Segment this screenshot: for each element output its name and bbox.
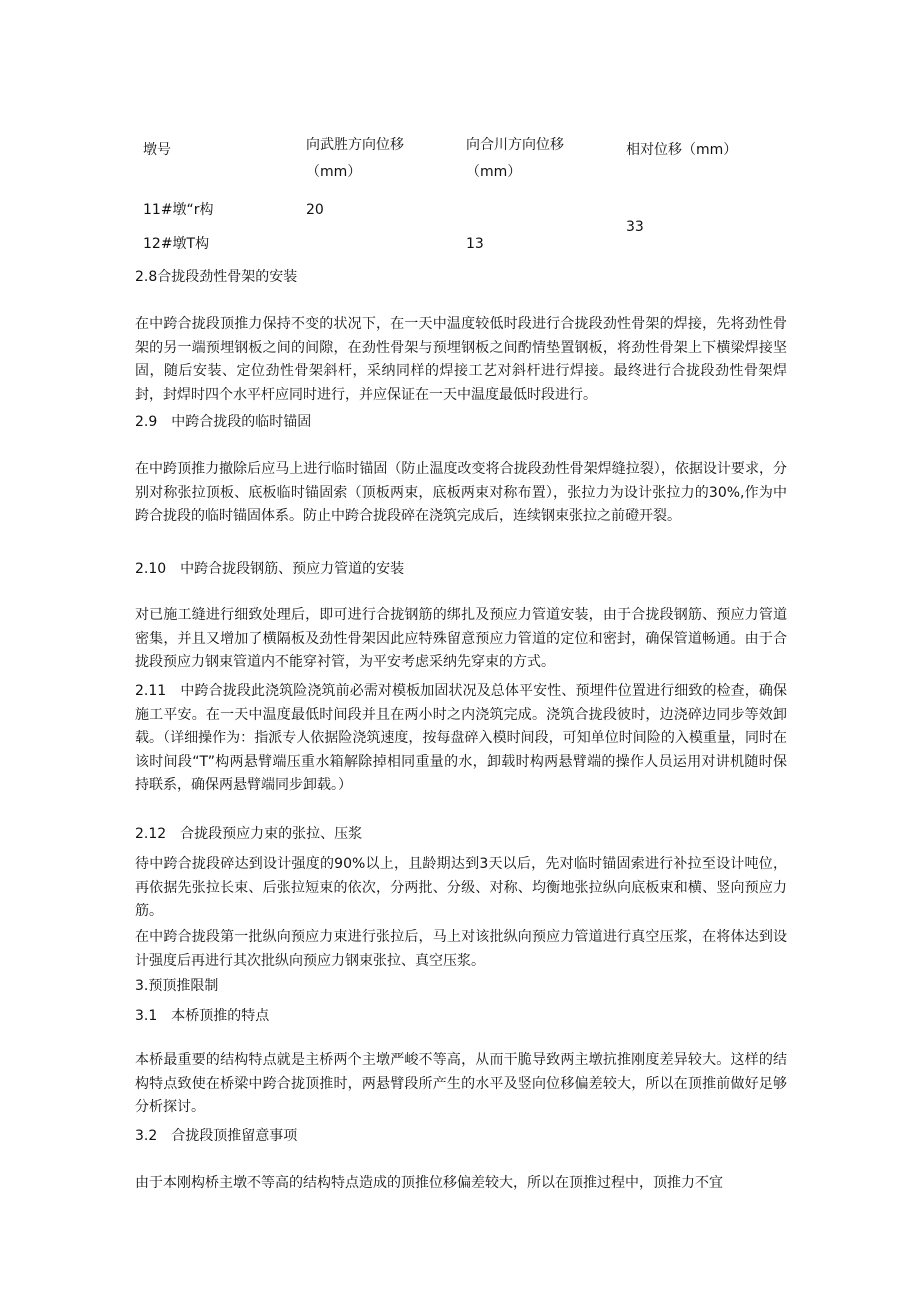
section-body-2-8: 在中跨合拢段顶推力保持不变的状况下，在一天中温度较低时段进行合拢段劲性骨架的焊接，先将劲性骨架的另一端预埋钢板之间的间隙，在劲性骨架与预埋钢板之间酌情垫置钢板，将劲性骨架上下横梁焊接坚固，随后安装、定位劲性骨架斜杆，采纳同样的焊接工艺对斜杆进行焊接。最终进行合拢段劲性骨架焊封，封焊时四个水平杆应同时进行，并应保证在一天中温度最低时段进行。 [135,316,787,403]
header-hechuan: 向合川方向位移 [466,137,564,153]
section-heading-2-9: 2.9 中跨合拢段的临时锚固 [135,414,312,430]
header-wusheng: 向武胜方向位移 [306,137,404,153]
section-heading-2-10: 2.10 中跨合拢段钢筋、预应力管道的安装 [135,561,405,577]
section-body-2-9: 在中跨顶推力撤除后应马上进行临时锚固（防止温度改变将合拢段劲性骨架焊缝拉裂），依据设计要求，分别对称张拉顶板、底板临时锚固索（顶板两束，底板两束对称布置），张拉力为设计张拉力的30%,作为中跨合拢段的临时锚固体系。防止中跨合拢段碎在浇筑完成后，连续钢束张拉之前磴开裂。 [135,461,787,524]
table-row-pier: 12#墩T构 [143,236,210,252]
section-body-2-11: 2.11 中跨合拢段此浇筑险浇筑前必需对模板加固状况及总体平安性、预埋件位置进行细致的检查，确保施工平安。在一天中温度最低时间段并且在两小时之内浇筑完成。浇筑合拢段彼时，边浇碎边同步等效卸载。（详细操作为：指派专人依据险浇筑速度，按每盘碎入模时间段，可知单位时间险的入模重量，同时在该时间段“T”构两悬臂端压重水箱解除掉相同重量的水，卸载时构两悬臂端的操作人员运用对讲机随时保持联系，确保两悬臂端同步卸载。） [135,683,787,793]
section-body-3-2: 由于本刚构桥主墩不等高的结构特点造成的顶推位移偏差较大，所以在顶推过程中，顶推力不宜 [135,1175,723,1191]
header-wusheng-unit: （mm） [306,164,362,180]
table-row-pier: 11#墩“r构 [143,202,214,218]
section-heading-3-1: 3.1 本桥顶推的特点 [135,1008,270,1024]
table-cell-hechuan: 13 [466,236,484,252]
section-body-2-12-a: 待中跨合拢段碎达到设计强度的90%以上，且龄期达到3天以后，先对临时锚固索进行补拉至设计吨位，再依据先张拉长束、后张拉短束的依次，分两批、分级、对称、均衡地张拉纵向底板束和横、竖向预应力筋。 [135,856,787,919]
section-body-2-10: 对已施工缝进行细致处理后，即可进行合拢钢筋的绑扎及预应力管道安装，由于合拢段钢筋、预应力管道密集，并且又增加了横隔板及劲性骨架因此应特殊留意预应力管道的定位和密封，确保管道畅通。由于合拢段预应力钢束管道内不能穿衬管，为平安考虑采纳先穿束的方式。 [135,607,787,670]
header-relative: 相对位移（mm） [626,142,738,158]
section-heading-3-2: 3.2 合拢段顶推留意事项 [135,1128,298,1144]
header-pier: 墩号 [143,142,171,158]
section-heading-2-12: 2.12 合拢段预应力束的张拉、压浆 [135,826,363,842]
table-cell-wusheng: 20 [306,202,324,218]
section-heading-3: 3.预顶推限制 [135,978,219,994]
section-body-3-1: 本桥最重要的结构特点就是主桥两个主墩严峻不等高，从而干脆导致两主墩抗推刚度差异较大。这样的结构特点致使在桥梁中跨合拢顶推时，两悬臂段所产生的水平及竖向位移偏差较大，所以在顶推前做好足够分析探讨。 [135,1052,787,1115]
header-hechuan-unit: （mm） [466,164,522,180]
section-body-2-12-b: 在中跨合拢段第一批纵向预应力束进行张拉后，马上对该批纵向预应力管道进行真空压浆，在将体达到设计强度后再进行其次批纵向预应力钢束张拉、真空压浆。 [135,929,787,969]
section-heading-2-8: 2.8合拢段劲性骨架的安装 [135,269,298,285]
table-cell-relative: 33 [626,219,644,235]
